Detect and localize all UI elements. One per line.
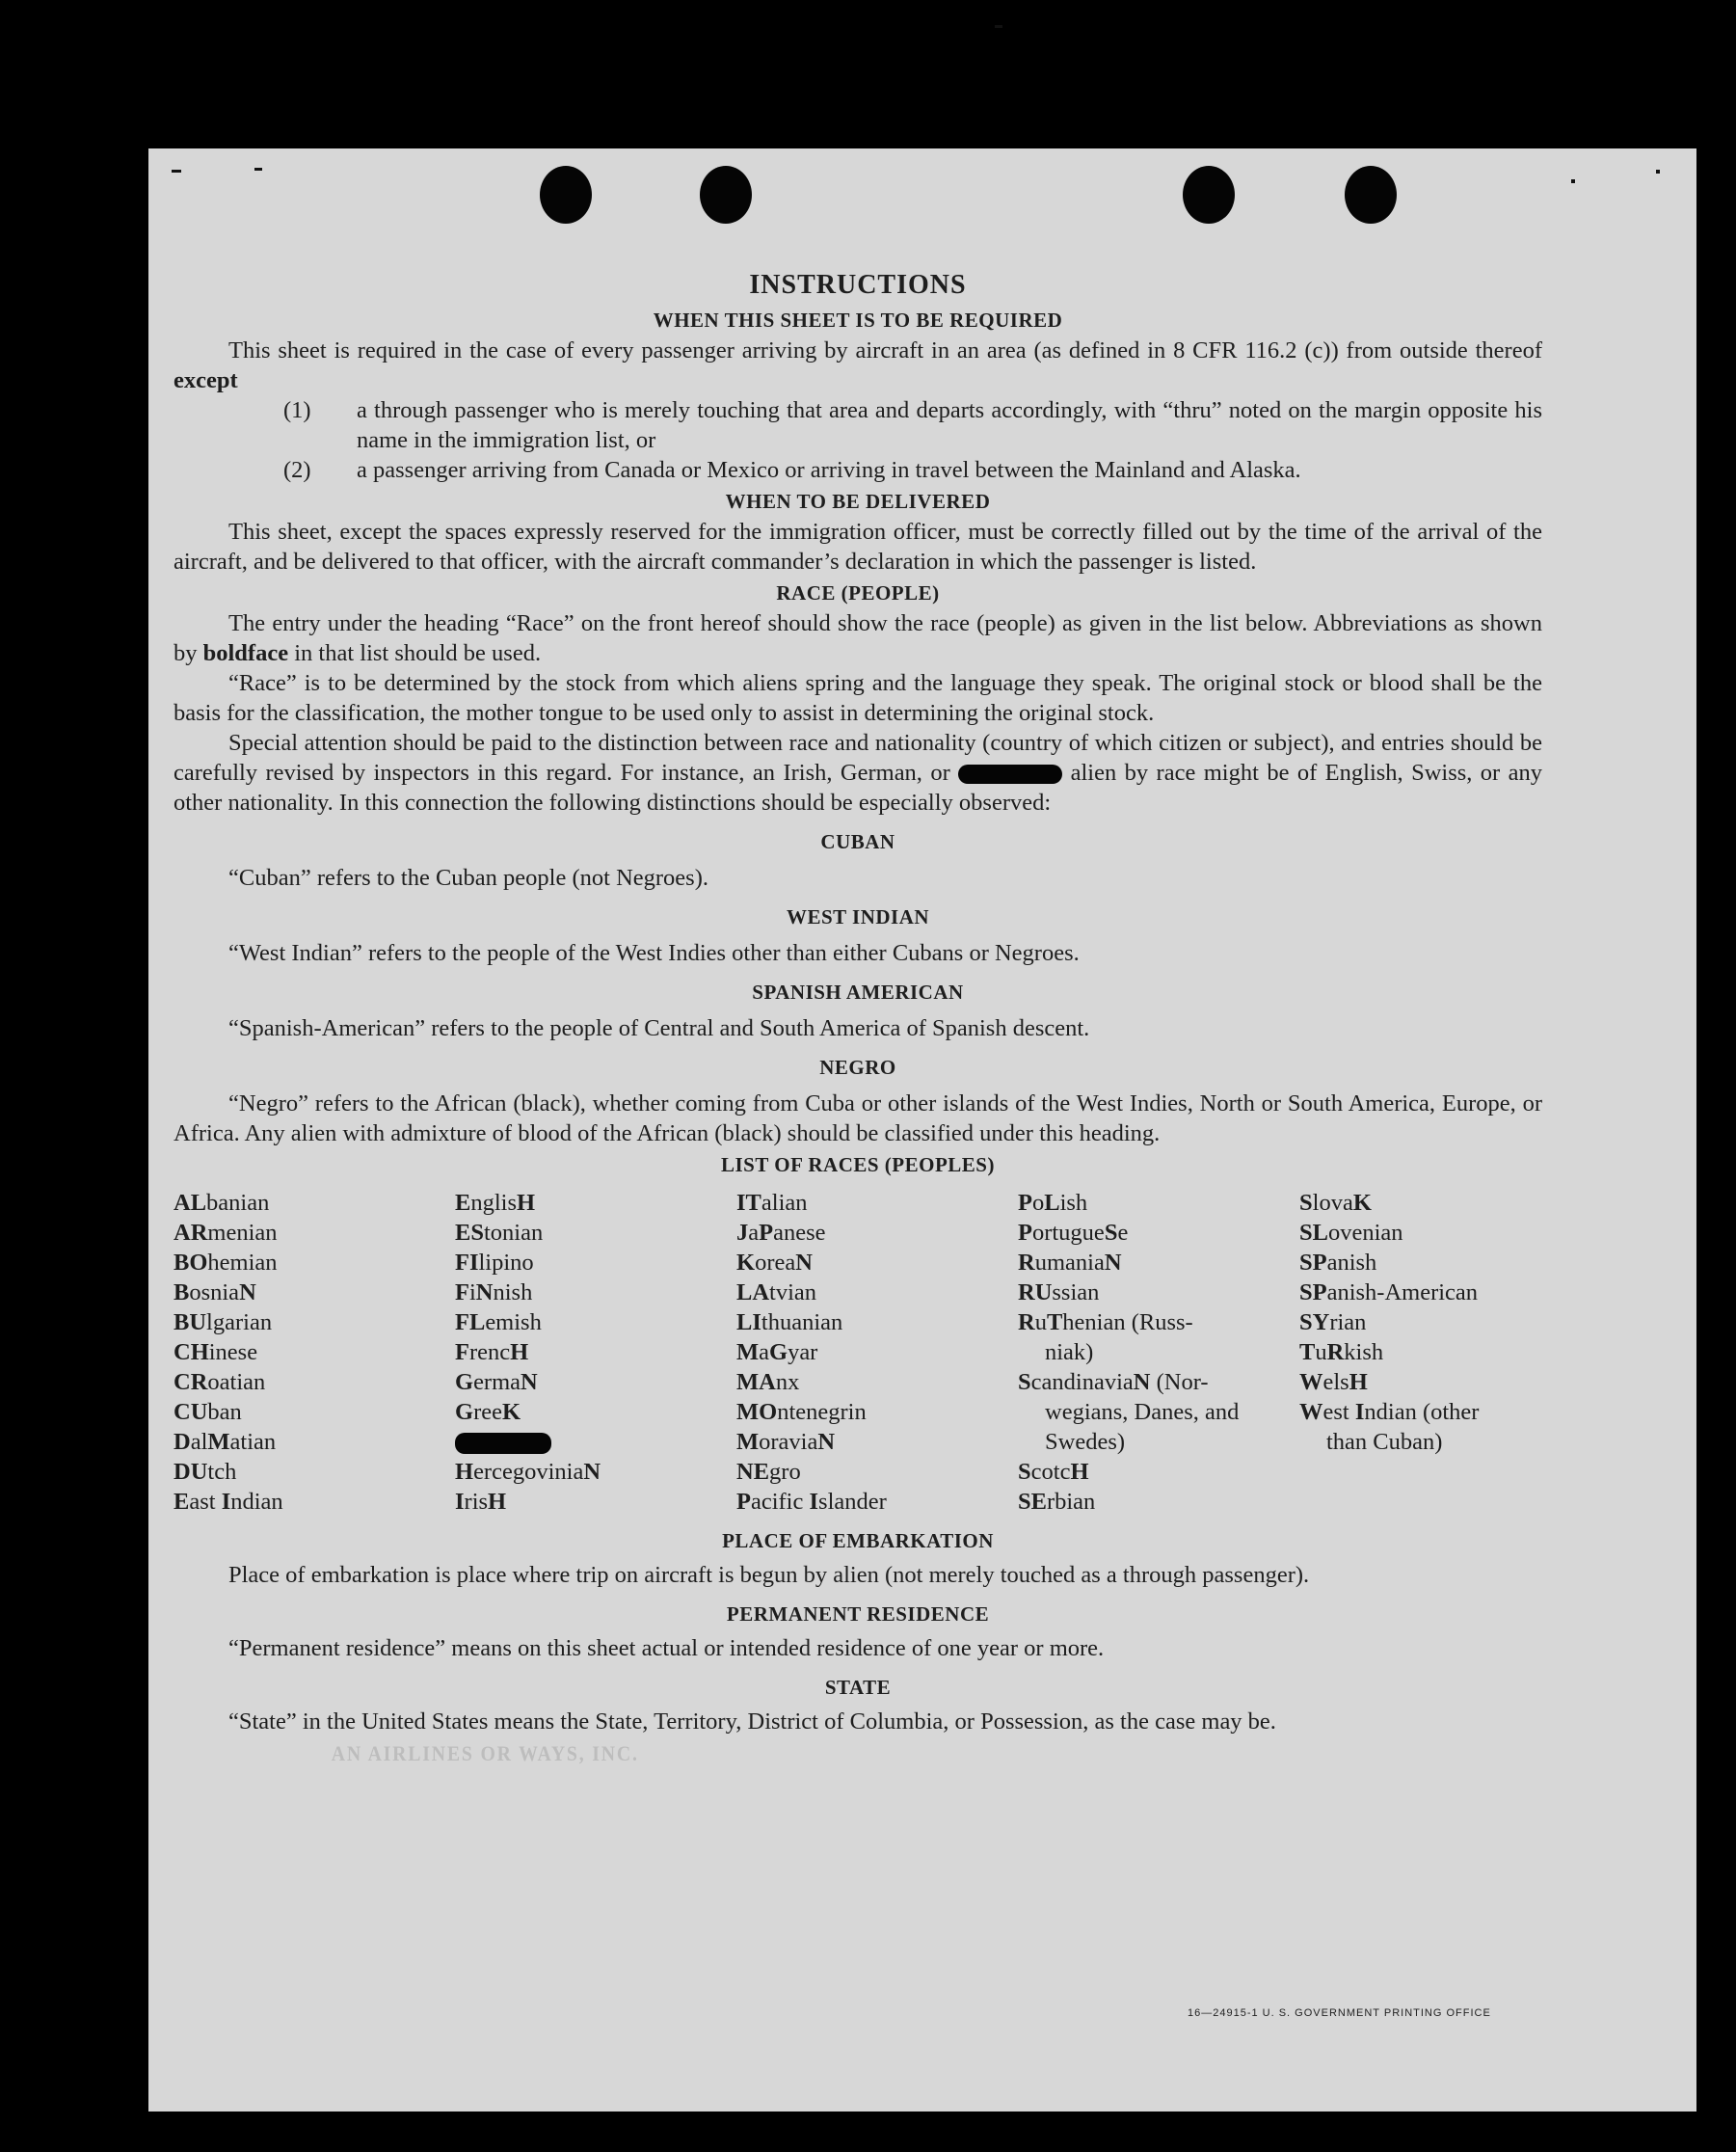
- permanent-residence-text: “Permanent residence” means on this sheet actual or intended residence of one year or more.: [228, 1635, 1105, 1661]
- scan-speck: [995, 25, 1002, 28]
- race-entry: East Indian: [174, 1489, 283, 1515]
- race-entry: ALbanian: [174, 1190, 270, 1216]
- race-entry: NEgro: [736, 1459, 801, 1485]
- race-entry: RUssian: [1018, 1279, 1100, 1305]
- race-entry: DalMatian: [174, 1429, 277, 1455]
- race-entry: SPanish: [1299, 1250, 1377, 1276]
- place-of-embarkation-text: Place of embarkation is place where trip on aircraft is begun by alien (not merely touched as a through passenger).: [228, 1562, 1310, 1588]
- race-column: [174, 1188, 455, 1517]
- heading-when-required: WHEN THIS SHEET IS TO BE REQUIRED: [653, 309, 1063, 332]
- race-entry: SlovaK: [1299, 1190, 1372, 1216]
- cuban-text: “Cuban” refers to the Cuban people (not Negroes).: [228, 865, 708, 891]
- scan-speck: [172, 170, 181, 173]
- race-entry: SErbian: [1018, 1489, 1096, 1515]
- race-entry: Pacific Islander: [736, 1489, 887, 1515]
- race-column: [736, 1188, 1018, 1517]
- exception-item-1: (1) a through passenger who is merely touching that area and departs accordingly, with “thru” noted on the margin opposite his name in the immigration list, or: [283, 397, 1542, 453]
- heading-negro: NEGRO: [819, 1056, 896, 1079]
- race-entry: WelsH: [1299, 1369, 1368, 1395]
- race-entry: FLemish: [455, 1309, 542, 1335]
- race-entry: TuRkish: [1299, 1339, 1384, 1365]
- redaction-mark: [455, 1433, 551, 1454]
- punch-hole: [700, 166, 752, 224]
- race-entry: KoreaN: [736, 1250, 813, 1276]
- race-entry: ARmenian: [174, 1220, 278, 1246]
- race-entry: FIlipino: [455, 1250, 534, 1276]
- race-entry: ScotcH: [1018, 1459, 1089, 1485]
- race-entry: RumaniaN: [1018, 1250, 1122, 1276]
- race-entry: PoLish: [1018, 1190, 1088, 1216]
- heading-list-of-races: LIST OF RACES (PEOPLES): [721, 1153, 995, 1176]
- scan-speck: [1571, 179, 1575, 183]
- race-entry: CHinese: [174, 1339, 258, 1365]
- when-delivered-text: This sheet, except the spaces expressly reserved for the immigration officer, must be correctly filled out by the time of the arrival of the aircraft, and be delivered to that officer, with the aircraft commander’s declaration in which the passenger is listed.: [174, 519, 1542, 575]
- race-column: [1018, 1188, 1299, 1517]
- when-required-intro: This sheet is required in the case of every passenger arriving by aircraft in an area (as defined in 8 CFR 116.2 (c)) from outside thereof except: [174, 337, 1542, 393]
- punch-hole: [1345, 166, 1397, 224]
- heading-place-of-embarkation: PLACE OF EMBARKATION: [722, 1529, 994, 1552]
- race-entry: EStonian: [455, 1220, 544, 1246]
- heading-when-delivered: WHEN TO BE DELIVERED: [725, 490, 991, 513]
- race-entry: JaPanese: [736, 1220, 826, 1246]
- race-entry: MOntenegrin: [736, 1399, 867, 1425]
- race-entry: SLovenian: [1299, 1220, 1403, 1246]
- race-entry: SPanish-American: [1299, 1279, 1479, 1305]
- race-entry: CRoatian: [174, 1369, 266, 1395]
- state-text: “State” in the United States means the State, Territory, District of Columbia, or Possession, as the case may be.: [228, 1708, 1276, 1735]
- printing-office-code: 16—24915-1 U. S. GOVERNMENT PRINTING OFFICE: [1188, 2007, 1491, 2019]
- race-entry: MoraviaN: [736, 1429, 836, 1455]
- race-entry: LIthuanian: [736, 1309, 843, 1335]
- race-entry: FiNnish: [455, 1279, 533, 1305]
- west-indian-text: “West Indian” refers to the people of the West Indies other than either Cubans or Negroes.: [228, 940, 1080, 966]
- race-paragraph-1: The entry under the heading “Race” on the front hereof should show the race (people) as given in the list below. Abbreviations as shown by boldface in that list should be used.: [174, 610, 1542, 666]
- race-column: [455, 1188, 736, 1517]
- heading-spanish-american: SPANISH AMERICAN: [752, 981, 964, 1004]
- punch-hole: [540, 166, 592, 224]
- race-column: [1299, 1188, 1581, 1517]
- heading-permanent-residence: PERMANENT RESIDENCE: [726, 1602, 990, 1626]
- race-entry: ITalian: [736, 1190, 808, 1216]
- race-entry: SYrian: [1299, 1309, 1367, 1335]
- redaction-mark: [958, 765, 1062, 784]
- race-entry: BUlgarian: [174, 1309, 273, 1335]
- exception-item-2: (2) a passenger arriving from Canada or Mexico or arriving in travel between the Mainland and Alaska.: [283, 457, 1301, 483]
- race-entry: BosniaN: [174, 1279, 256, 1305]
- heading-west-indian: WEST INDIAN: [786, 905, 930, 928]
- bleed-through-text: AN AIRLINES OR WAYS, INC.: [331, 1741, 639, 1765]
- race-entry: [455, 1427, 736, 1457]
- race-entry: IrisH: [455, 1489, 507, 1515]
- page-title: INSTRUCTIONS: [749, 270, 967, 300]
- scan-speck: [1656, 170, 1660, 174]
- spanish-american-text: “Spanish-American” refers to the people of Central and South America of Spanish descent.: [228, 1015, 1090, 1041]
- race-entry: FrencH: [455, 1339, 529, 1365]
- punch-hole: [1183, 166, 1235, 224]
- race-list: [174, 1188, 1542, 1517]
- race-entry: MAnx: [736, 1369, 800, 1395]
- race-entry: GermaN: [455, 1369, 538, 1395]
- race-entry: GreeK: [455, 1399, 521, 1425]
- race-entry: EnglisH: [455, 1190, 536, 1216]
- heading-cuban: CUBAN: [820, 830, 895, 853]
- race-entry: PortugueSe: [1018, 1220, 1129, 1246]
- heading-state: STATE: [824, 1676, 892, 1699]
- heading-race: RACE (PEOPLE): [776, 581, 940, 605]
- race-paragraph-3: Special attention should be paid to the distinction between race and nationality (country of which citizen or subject), and entries should be carefully revised by inspectors in this regard. For instance, an Irish, German, or alien by race might be of English, Swiss, or any other nationality. In this connection the following distinctions should be especially observed:: [174, 730, 1543, 816]
- race-paragraph-2: “Race” is to be determined by the stock from which aliens spring and the language they speak. The original stock or blood shall be the basis for the classification, the mother tongue to be used only to assist in determining the original stock.: [174, 670, 1542, 726]
- race-entry: ScandinaviaN (Nor- wegians, Danes, and Swedes): [1018, 1369, 1240, 1455]
- race-entry: MaGyar: [736, 1339, 818, 1365]
- instructions-body: [174, 270, 1542, 1736]
- race-entry: LAtvian: [736, 1279, 817, 1305]
- race-entry: HercegoviniaN: [455, 1459, 601, 1485]
- race-entry: West Indian (other than Cuban): [1299, 1399, 1480, 1455]
- race-entry: RuThenian (Russ- niak): [1018, 1309, 1193, 1365]
- negro-text: “Negro” refers to the African (black), whether coming from Cuba or other islands of the West Indies, North or South America, Europe, or Africa. Any alien with admixture of blood of the African (black) should be classified under this heading.: [174, 1090, 1542, 1146]
- scan-speck: [254, 168, 262, 171]
- race-entry: BOhemian: [174, 1250, 278, 1276]
- race-entry: CUban: [174, 1399, 242, 1425]
- race-entry: DUtch: [174, 1459, 237, 1485]
